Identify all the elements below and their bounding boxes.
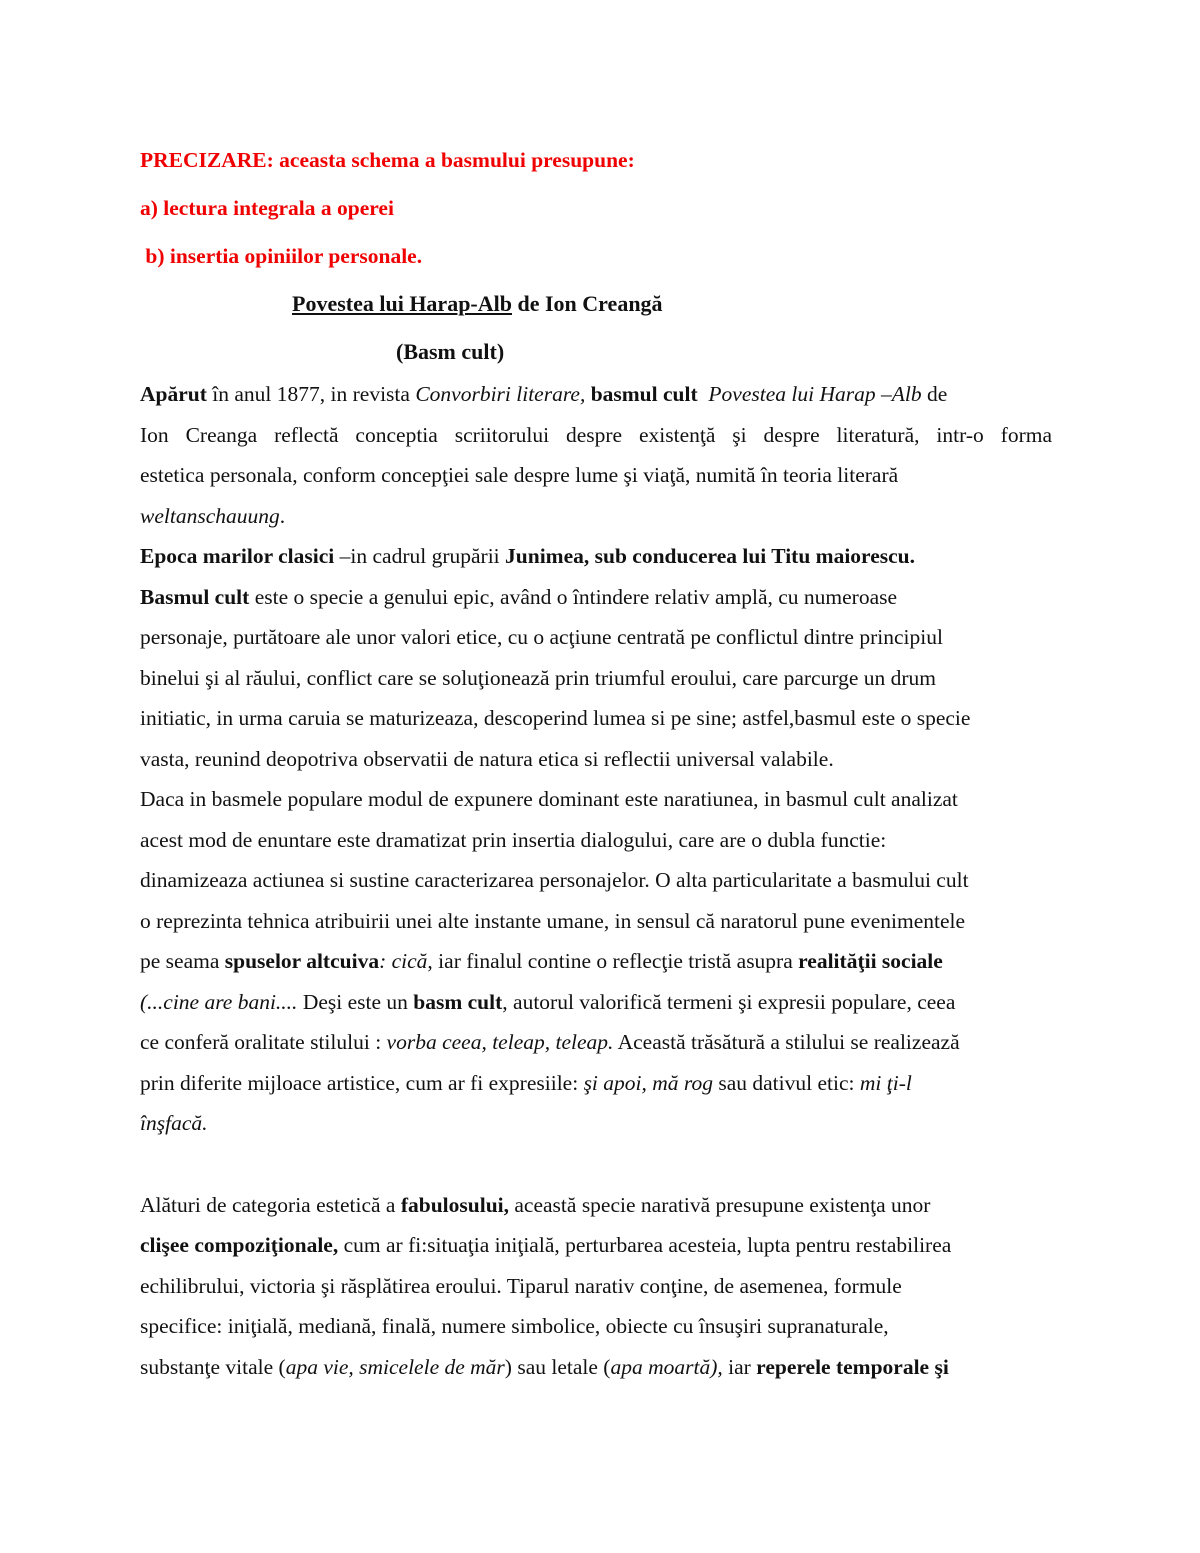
italic-run: Convorbiri literare,: [415, 382, 586, 406]
requirement-a: a) lectura integrala a operei: [140, 196, 394, 220]
work-subtitle: (Basm cult): [396, 339, 505, 364]
requirement-b: b) insertia opiniilor personale.: [140, 244, 423, 268]
term-insfaca: înşfacă.: [140, 1111, 208, 1135]
italic-run: Povestea lui Harap –Alb: [703, 382, 922, 406]
text-run: , iar finalul contine o reflecţie tristă asupra: [427, 949, 799, 973]
term-weltanschauung: weltanschauung: [140, 504, 280, 528]
italic-run: apa moartă),: [610, 1355, 723, 1379]
text-run: –in cadrul grupării: [334, 544, 506, 568]
text-run: Această trăsătură a stilului se realizează: [613, 1030, 960, 1054]
text-run: de: [921, 382, 948, 406]
bold-run: spuselor altcuiva: [224, 949, 380, 973]
work-title-author: de Ion Creangă: [512, 291, 663, 316]
text-run: în anul 1877, in revista: [206, 382, 416, 406]
paragraph-line: [140, 1109, 207, 1137]
italic-run: apa vie, smicelele de măr: [285, 1355, 505, 1379]
bold-run: realităţii sociale: [798, 949, 943, 973]
paragraph-line: [140, 1191, 930, 1219]
paragraph-line: [140, 502, 285, 530]
work-title-name: Povestea lui Harap-Alb: [292, 291, 512, 316]
italic-run: vorba ceea, teleap, teleap.: [386, 1030, 614, 1054]
paragraph-line: binelui şi al răului, conflict care se soluţionează prin triumful eroului, care parcurge un drum: [140, 666, 937, 690]
paragraph-line: [140, 988, 955, 1016]
paragraph-line: [140, 947, 943, 975]
paragraph-line: acest mod de enuntare este dramatizat prin insertia dialogului, care are o dubla functie:: [140, 828, 887, 852]
text-run: ce conferă oralitate stilului :: [140, 1030, 387, 1054]
italic-run: (...cine are bani....: [140, 990, 298, 1014]
bold-run: fabulosului,: [400, 1193, 510, 1217]
paragraph-line: vasta, reunind deopotriva observatii de natura etica si reflectii universal valabile.: [140, 747, 834, 771]
precizare-heading: PRECIZARE: aceasta schema a basmului presupune:: [140, 148, 635, 172]
text-run: Deşi este un: [297, 990, 414, 1014]
italic-run: : cică: [379, 949, 428, 973]
paragraph-line: specifice: iniţială, mediană, finală, numere simbolice, obiecte cu însuşiri supranaturale,: [140, 1314, 889, 1338]
paragraph-line: o reprezinta tehnica atribuirii unei alte instante umane, in sensul că naratorul pune evenimentele: [140, 909, 966, 933]
bold-run: basm cult: [413, 990, 503, 1014]
paragraph-line: Daca in basmele populare modul de expunere dominant este naratiunea, in basmul cult analizat: [140, 787, 958, 811]
punctuation: .: [279, 504, 286, 528]
paragraph-line: [140, 1069, 912, 1097]
paragraph-line: [140, 542, 915, 570]
paragraph-line: Ion Creanga reflectă conceptia scriitorului despre existenţă şi despre literatură, intr-o forma: [140, 423, 1052, 447]
bold-run: clişee compoziţionale,: [140, 1233, 339, 1257]
work-title: [292, 290, 663, 318]
text-run: această specie narativă presupune existenţa unor: [509, 1193, 931, 1217]
text-run: ) sau letale (: [504, 1355, 611, 1379]
paragraph-line: initiatic, in urma caruia se maturizeaza, descoperind lumea si pe sine; astfel,basmul este o specie: [140, 706, 971, 730]
paragraph-line: [140, 1353, 949, 1381]
paragraph-line: estetica personala, conform concepţiei sale despre lume şi viaţă, numită în teoria literară: [140, 463, 899, 487]
paragraph-line: [140, 1231, 951, 1259]
text-run: , autorul valorifică termeni şi expresii populare, ceea: [502, 990, 956, 1014]
italic-run: mi ţi-l: [859, 1071, 912, 1095]
bold-run: Junimea, sub conducerea lui Titu maiorescu.: [505, 544, 915, 568]
paragraph-line: [140, 583, 897, 611]
paragraph-line: echilibrului, victoria şi răsplătirea eroului. Tiparul narativ conţine, de asemenea, formule: [140, 1274, 902, 1298]
bold-run: reperele temporale şi: [756, 1355, 949, 1379]
paragraph-line: dinamizeaza actiunea si sustine caracterizarea personajelor. O alta particularitate a basmului cult: [140, 868, 969, 892]
paragraph-line: [140, 1028, 960, 1056]
text-run: Alături de categoria estetică a: [140, 1193, 401, 1217]
text-run: cum ar fi:situaţia iniţială, perturbarea acesteia, lupta pentru restabilirea: [338, 1233, 952, 1257]
text-run: prin diferite mijloace artistice, cum ar fi expresiile:: [140, 1071, 584, 1095]
paragraph-line: [140, 380, 947, 408]
paragraph-text: este o specie a genului epic, având o întindere relativ amplă, cu numeroase: [249, 585, 898, 609]
text-run: iar: [722, 1355, 757, 1379]
text-run: substanţe vitale (: [140, 1355, 286, 1379]
text-run: sau dativul etic:: [712, 1071, 860, 1095]
bold-run: basmul cult: [585, 382, 704, 406]
text-run: pe seama: [140, 949, 225, 973]
bold-run: Epoca marilor clasici: [140, 544, 335, 568]
paragraph-line: personaje, purtătoare ale unor valori etice, cu o acţiune centrată pe conflictul dintre principiul: [140, 625, 943, 649]
bold-run: Apărut: [140, 382, 207, 406]
term-basmul-cult: Basmul cult: [140, 585, 250, 609]
italic-run: şi apoi, mă rog: [583, 1071, 713, 1095]
